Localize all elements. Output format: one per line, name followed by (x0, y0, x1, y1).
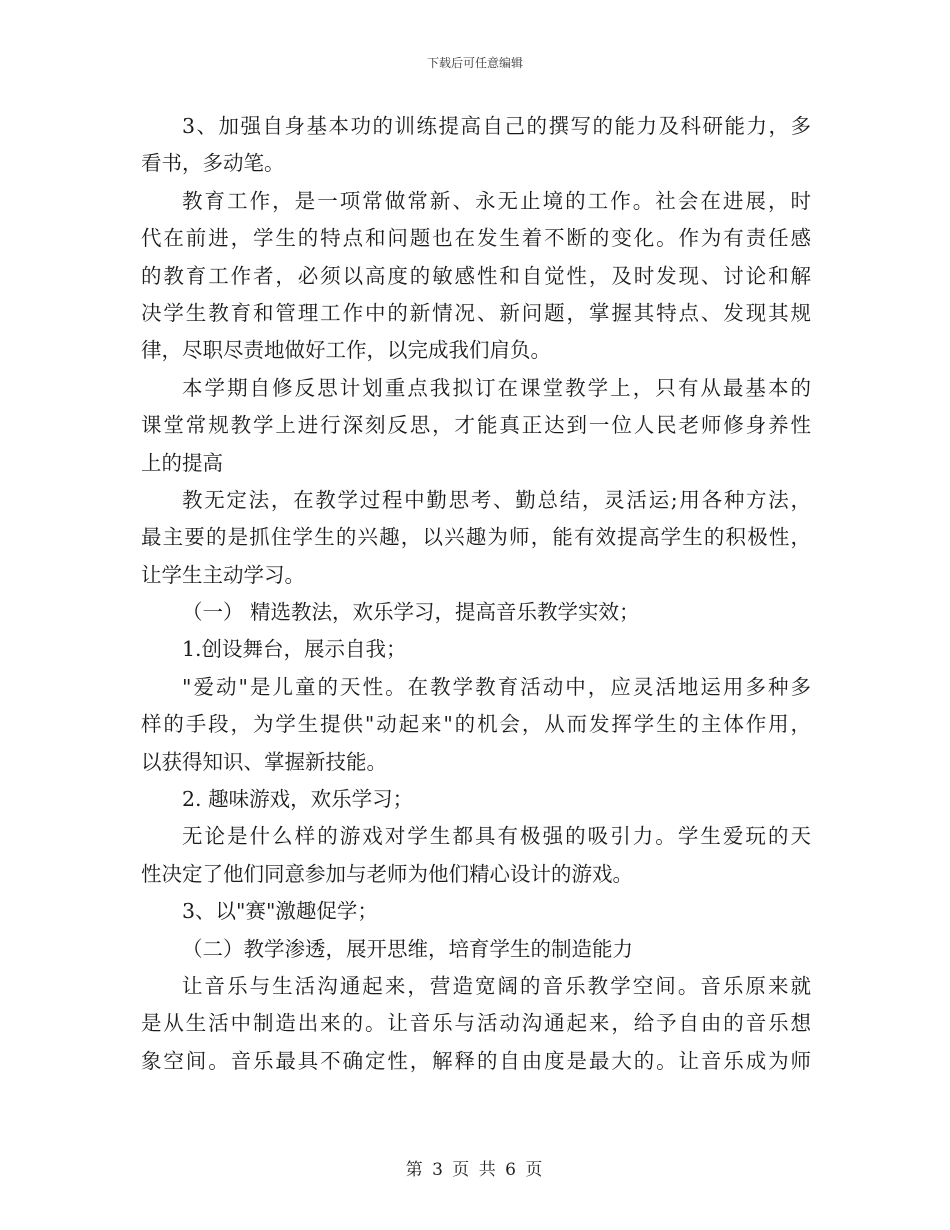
text-line: 象空间。音乐最具不确定性，解释的自由度是最大的。让音乐成为师 (141, 1048, 811, 1073)
text-line: 3、加强自身基本功的训练提高自己的撰写的能力及科研能力，多 (182, 114, 811, 138)
text-line: 教无定法，在教学过程中勤思考、勤总结，灵活运;用各种方法， (182, 487, 811, 512)
text-line: （二）教学渗透，展开思维，培育学生的制造能力 (182, 936, 633, 961)
text-line: 课堂常规教学上进行深刻反思，才能真正达到一位人民老师修身养性 (141, 413, 811, 438)
text-line: 决学生教育和管理工作中的新情况、新问题，掌握其特点、发现其规 (141, 300, 811, 325)
text-line: 让音乐与生活沟通起来，营造宽阔的音乐教学空间。音乐原来就 (182, 973, 811, 998)
text-line: （一） 精选教法，欢乐学习，提高音乐教学实效； (182, 600, 640, 625)
text-line: 3、以"赛"激趣促学； (182, 899, 378, 924)
text-line: 1.创设舞台，展示自我； (182, 637, 407, 662)
text-line: 教育工作，是一项常做常新、永无止境的工作。社会在进展，时 (182, 188, 811, 213)
text-line: 最主要的是抓住学生的兴趣，以兴趣为师，能有效提高学生的积极性， (141, 525, 811, 550)
text-line: 无论是什么样的游戏对学生都具有极强的吸引力。学生爱玩的天 (182, 824, 811, 849)
text-line: 律，尽职尽责地做好工作，以完成我们肩负。 (141, 338, 551, 363)
text-line: 让学生主动学习。 (141, 562, 305, 587)
text-line: 以获得知识、掌握新技能。 (141, 749, 387, 774)
page-header: 下载后可任意编辑 (426, 56, 523, 70)
text-line: 代在前进，学生的特点和问题也在发生着不断的变化。作为有责任感 (141, 226, 811, 251)
text-line: 看书，多动笔。 (141, 151, 285, 176)
page-footer: 第 3 页 共 6 页 (405, 1160, 545, 1180)
text-line: 上的提高 (141, 450, 223, 475)
text-line: 是从生活中制造出来的。让音乐与活动沟通起来，给予自由的音乐想 (141, 1011, 811, 1036)
document-body (141, 108, 811, 1080)
text-line: 本学期自修反思计划重点我拟订在课堂教学上，只有从最基本的 (182, 375, 811, 400)
text-line: 2. 趣味游戏，欢乐学习； (182, 787, 414, 812)
text-line: 样的手段，为学生提供"动起来"的机会，从而发挥学生的主体作用， (141, 712, 811, 737)
text-line: "爱动"是儿童的天性。在教学教育活动中，应灵活地运用多种多 (182, 674, 811, 699)
text-line: 性决定了他们同意参加与老师为他们精心设计的游戏。 (141, 861, 633, 886)
text-line: 的教育工作者，必须以高度的敏感性和自觉性，及时发现、讨论和解 (141, 263, 811, 288)
